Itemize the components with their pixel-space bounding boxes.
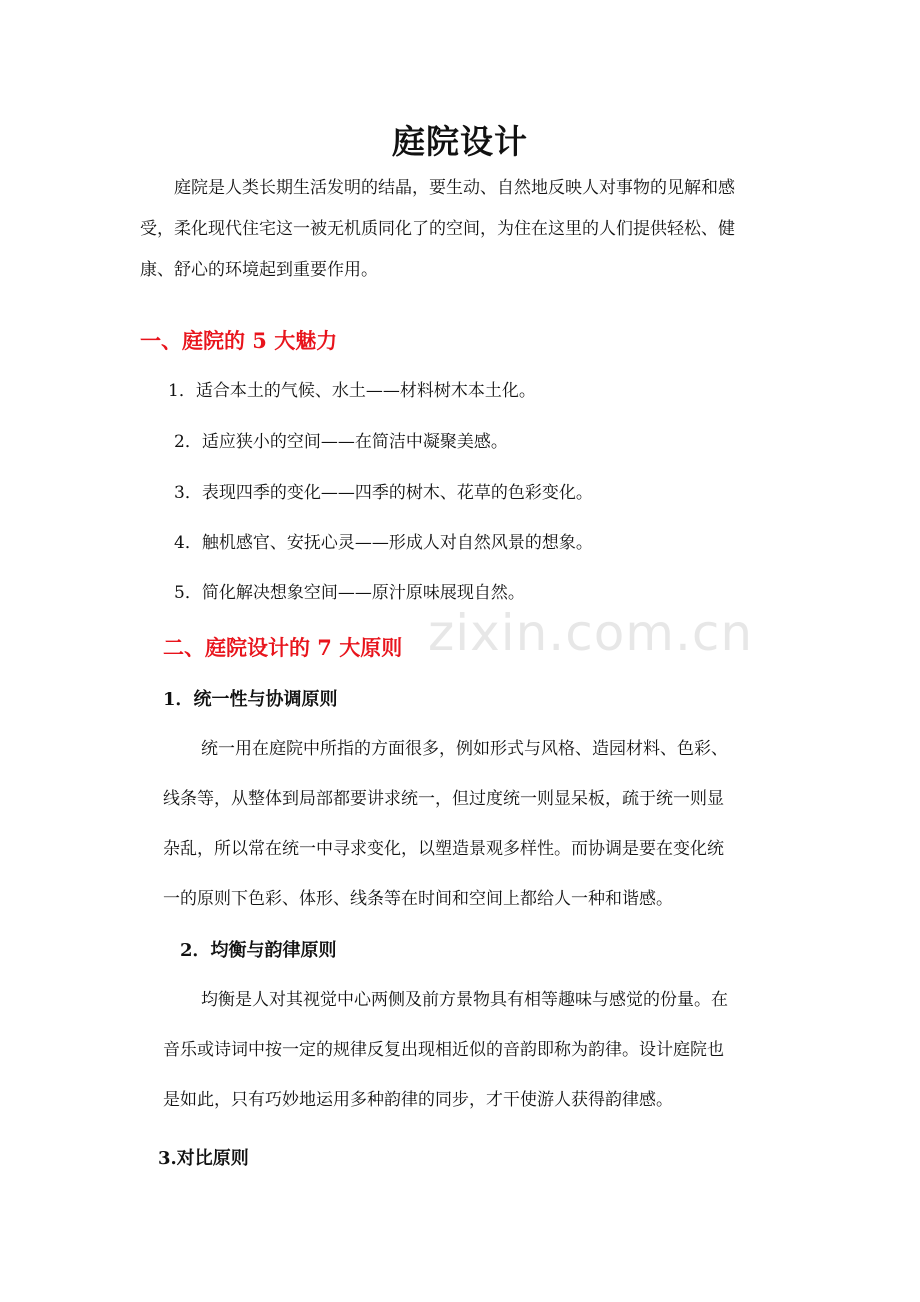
intro-line: 康、舒心的环境起到重要作用。 xyxy=(140,260,378,280)
document-title: 庭院设计 xyxy=(392,122,528,161)
paragraph-line: 线条等，从整体到局部都要讲求统一，但过度统一则显呆板，疏于统一则显 xyxy=(163,789,724,809)
paragraph-line: 杂乱，所以常在统一中寻求变化，以塑造景观多样性。而协调是要在变化统 xyxy=(163,839,724,859)
list-item: 3．表现四季的变化——四季的树木、花草的色彩变化。 xyxy=(174,483,593,503)
list-item: 2．适应狭小的空间——在简洁中凝聚美感。 xyxy=(174,432,508,452)
list-item: 1．适合本土的气候、水土——材料树木本土化。 xyxy=(168,381,536,401)
watermark: zixin.com.cn xyxy=(428,604,754,662)
subsection-2-paragraph xyxy=(163,984,728,1116)
intro-paragraph xyxy=(140,172,735,286)
list-item: 4．触机感官、安抚心灵——形成人对自然风景的想象。 xyxy=(174,533,593,553)
paragraph-line: 均衡是人对其视觉中心两侧及前方景物具有相等趣味与感觉的份量。在 xyxy=(201,990,728,1010)
subsection-2-heading: 2．均衡与韵律原则 xyxy=(180,940,337,961)
paragraph-line: 是如此，只有巧妙地运用多种韵律的同步，才干使游人获得韵律感。 xyxy=(163,1090,673,1110)
subsection-3-heading: 3.对比原则 xyxy=(158,1148,249,1169)
paragraph-line: 统一用在庭院中所指的方面很多，例如形式与风格、造园材料、色彩、 xyxy=(201,739,728,759)
list-item: 5．简化解决想象空间——原汁原味展现自然。 xyxy=(174,583,525,603)
subsection-1-heading: 1．统一性与协调原则 xyxy=(163,689,338,710)
section-2-heading: 二、庭院设计的 7 大原则 xyxy=(163,635,403,660)
section-1-heading: 一、庭院的 5 大魅力 xyxy=(140,328,338,353)
subsection-1-paragraph xyxy=(163,733,728,915)
intro-line: 受，柔化现代住宅这一被无机质同化了的空间，为住在这里的人们提供轻松、健 xyxy=(140,219,735,239)
paragraph-line: 音乐或诗词中按一定的规律反复出现相近似的音韵即称为韵律。设计庭院也 xyxy=(163,1040,724,1060)
intro-line: 庭院是人类长期生活发明的结晶，要生动、自然地反映人对事物的见解和感 xyxy=(174,178,735,198)
paragraph-line: 一的原则下色彩、体形、线条等在时间和空间上都给人一种和谐感。 xyxy=(163,889,673,909)
